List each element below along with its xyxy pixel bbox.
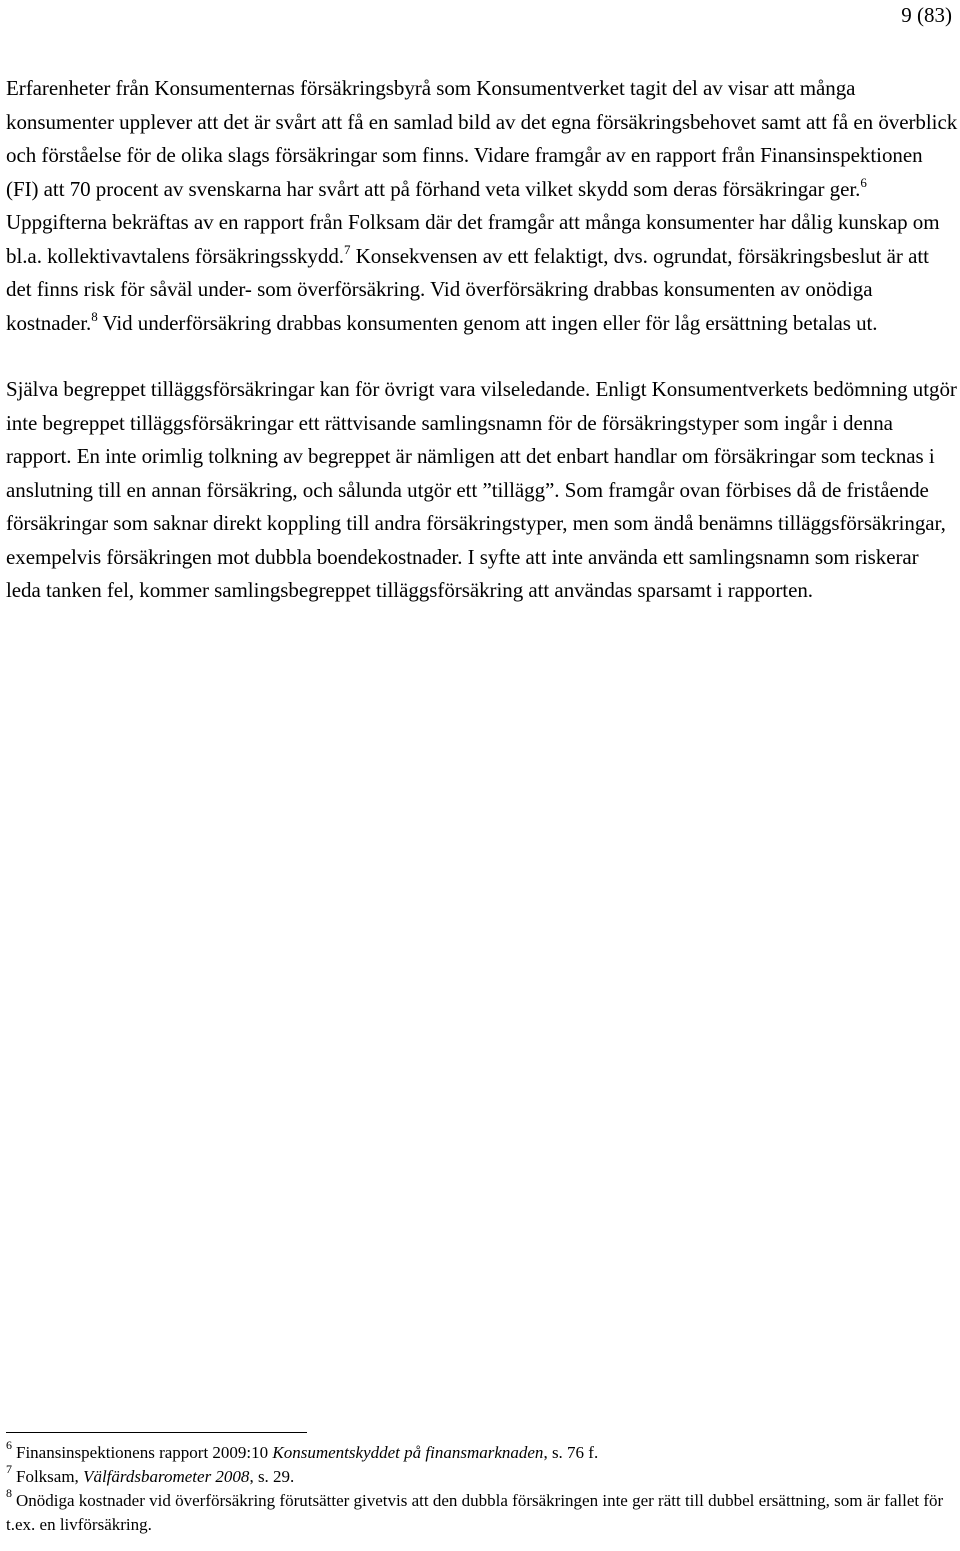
paragraph-text: Vid underförsäkring drabbas konsumenten genom att ingen eller för låg ersättning betalas ut. <box>97 310 878 335</box>
footnote-number: 6 <box>6 1438 12 1453</box>
footnote-ref-7[interactable]: 7 <box>343 241 351 257</box>
footnotes <box>6 1438 956 1537</box>
paragraph-text: Uppgifterna bekräftas av en rapport från Folksam där det framgår att många konsumenter har dålig kunskap om bl.a. kollektivavtalens försäkringsskydd. <box>6 210 940 268</box>
footnote-ref-8[interactable]: 8 <box>91 308 98 324</box>
paragraph-term-misleading: Själva begreppet tilläggsförsäkringar kan för övrigt vara vilseledande. Enligt Konsumentverkets bedömning utgör inte begreppet tilläggsförsäkringar ett rättvisande samlingsnamn för de försäkringstyper som ingår i denna rapport. En inte orimlig tolkning av begreppet är nämligen att det enbart handlar om försäkringar som tecknas i anslutning till en annan försäkring, och sålunda utgör ett ”tillägg”. Som framgår ovan förbises då de fristående försäkringar som saknar direkt koppling till andra försäkringstyper, men som ändå benämns tilläggsförsäkringar, exempelvis försäkringen mot dubbla boendekostnader. I syfte att inte använda ett samlingsnamn som riskerar leda tanken fel, kommer samlingsbegreppet tilläggsförsäkring att användas sparsamt i rapporten. <box>6 377 957 602</box>
footnote-title: Konsumentskyddet på finansmarknaden <box>272 1443 544 1462</box>
footnote-title: Välfärdsbarometer 2008 <box>83 1467 250 1486</box>
footnote-text: , s. 29. <box>249 1467 295 1486</box>
paragraph-text: Erfarenheter från Konsumenternas försäkringsbyrå som Konsumentverket tagit del av visar att många konsumenter upplever att det är svårt att få en samlad bild av det egna försäkringsbehovet samt att få en överblick och förståelse för de olika slags försäkringar som finns. Vidare framgår av en rapport från Finansinspektionen (FI) att 70 procent av svenskarna har svårt att på förhand veta vilket skydd som deras försäkringar ger. <box>6 76 958 201</box>
footnote-8 <box>6 1486 956 1537</box>
footnote-text: Folksam, <box>16 1467 84 1486</box>
footnote-7 <box>6 1462 956 1489</box>
footnote-number: 7 <box>6 1462 12 1477</box>
body-text <box>6 72 958 608</box>
footnote-ref-6[interactable]: 6 <box>860 174 867 190</box>
footnote-number: 8 <box>6 1486 12 1501</box>
footnote-6 <box>6 1438 956 1465</box>
footnote-text: Finansinspektionens rapport 2009:10 <box>16 1443 273 1462</box>
footnote-text: Onödiga kostnader vid överförsäkring förutsätter givetvis att den dubbla försäkringen inte ger rätt till dubbel ersättning, som är fallet för t.ex. en livförsäkring. <box>6 1491 944 1534</box>
paragraph-text: Konsekvensen av ett felaktigt, dvs. ogrundat, försäkringsbeslut är att det finns risk för såväl under- som överförsäkring. Vid överförsäkring drabbas konsumenten av onödiga kostnader. <box>6 243 929 335</box>
paragraph-consumer-insurance-knowledge <box>6 72 958 340</box>
page-number: 9 (83) <box>901 3 952 27</box>
footnote-text: , s. 76 f. <box>543 1443 599 1462</box>
footnote-divider <box>6 1432 307 1433</box>
